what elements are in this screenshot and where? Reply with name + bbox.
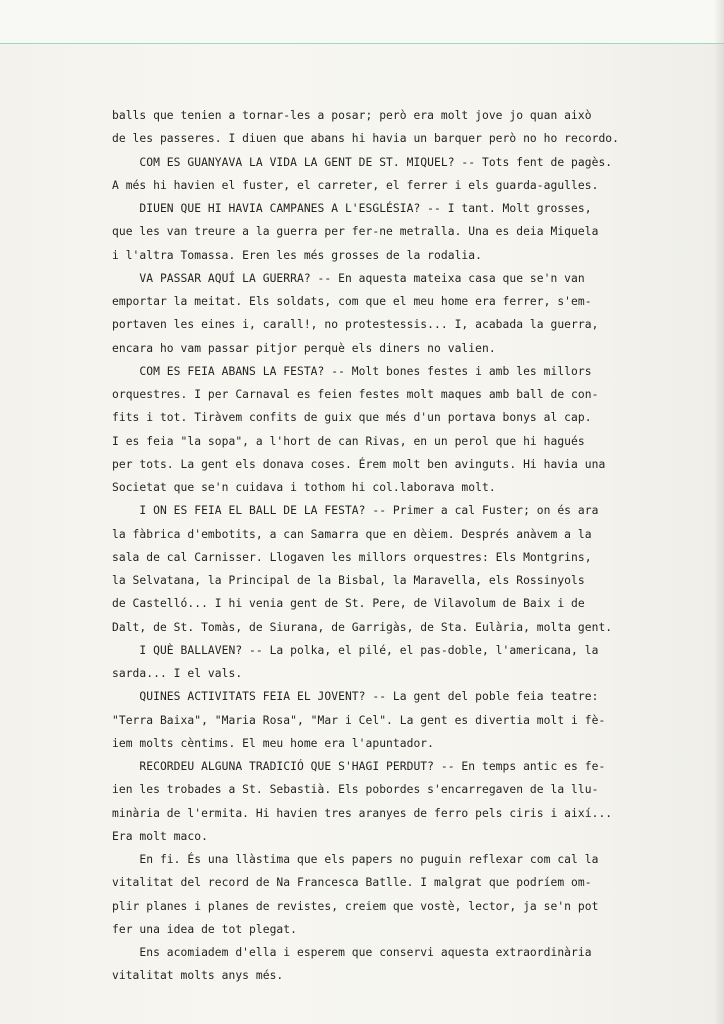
text-line: Societat que se'n cuidava i tothom hi col.laborava molt.: [112, 481, 496, 494]
text-line: orquestres. I per Carnaval es feien festes molt maques amb ball de con-: [112, 388, 599, 401]
text-line: portaven les eines i, carall!, no protestessis... I, acabada la guerra,: [112, 318, 599, 332]
page-right-shadow: [714, 0, 724, 1024]
text-line: plir planes i planes de revistes, creiem que vostè, lector, ja se'n pot: [112, 899, 599, 913]
text-line: Dalt, de St. Tomàs, de Siurana, de Garrigàs, de Sta. Eulària, molta gent.: [112, 620, 613, 634]
text-line: I es feia "la sopa", a l'hort de can Rivas, en un perol que hi hagués: [112, 434, 585, 448]
text-line: sarda... I el vals.: [112, 667, 243, 680]
text-line: encara ho vam passar pitjor perquè els diners no valien.: [112, 341, 496, 355]
text-line: I ON ES FEIA EL BALL DE LA FESTA? -- Primer a cal Fuster; on és ara: [112, 504, 599, 518]
text-line: vitalitat molts anys més.: [112, 969, 284, 983]
text-line: sala de cal Carnisser. Llogaven les millors orquestres: Els Montgrins,: [112, 550, 592, 564]
text-line: COM ES GUANYAVA LA VIDA LA GENT DE ST. MIQUEL? -- Tots fent de pagès.: [112, 155, 613, 169]
text-line: i l'altra Tomassa. Eren les més grosses de la rodalia.: [112, 248, 482, 262]
text-line: emportar la meitat. Els soldats, com que el meu home era ferrer, s'em-: [112, 295, 592, 308]
text-line: QUINES ACTIVITATS FEIA EL JOVENT? -- La gent del poble feia teatre:: [112, 690, 599, 704]
text-line: Ens acomiadem d'ella i esperem que conservi aquesta extraordinària: [112, 946, 592, 959]
text-line: A més hi havien el fuster, el carreter, el ferrer i els guarda-agulles.: [112, 178, 599, 192]
text-line: de Castelló... I hi venia gent de St. Pere, de Vilavolum de Baix i de: [112, 597, 585, 611]
text-line: minària de l'ermita. Hi havien tres aranyes de ferro pels ciris i així...: [112, 806, 613, 820]
text-line: vitalitat del record de Na Francesca Batlle. I malgrat que podríem om-: [112, 876, 592, 890]
text-line: la fàbrica d'embotits, a can Samarra que en dèiem. Després anàvem a la: [112, 527, 592, 541]
typewritten-text: [112, 104, 672, 988]
text-line: COM ES FEIA ABANS LA FESTA? -- Molt bones festes i amb les millors: [112, 364, 592, 378]
text-line: de les passeres. I diuen que abans hi havia un barquer però no ho recordo.: [112, 132, 619, 146]
text-line: En fi. És una llàstima que els papers no puguin reflexar com cal la: [112, 853, 599, 866]
text-line: Era molt maco.: [112, 829, 208, 843]
page-top-margin: [0, 0, 724, 44]
top-rule-line: [0, 43, 724, 44]
text-line: iem molts cèntims. El meu home era l'apuntador.: [112, 736, 435, 750]
text-line: per tots. La gent els donava coses. Érem molt ben avinguts. Hi havia una: [112, 457, 606, 471]
text-line: balls que tenien a tornar-les a posar; però era molt jove jo quan això: [112, 109, 592, 122]
text-line: que les van treure a la guerra per fer-ne metralla. Una es deia Miquela: [112, 225, 599, 239]
text-line: fits i tot. Tiràvem confits de guix que més d'un portava bonys al cap.: [112, 411, 592, 425]
text-line: la Selvatana, la Principal de la Bisbal, la Maravella, els Rossinyols: [112, 574, 585, 587]
text-line: I QUÈ BALLAVEN? -- La polka, el pilé, el pas-doble, l'americana, la: [112, 643, 599, 657]
text-line: "Terra Baixa", "Maria Rosa", "Mar i Cel". La gent es divertia molt i fè-: [112, 713, 606, 727]
text-line: RECORDEU ALGUNA TRADICIÓ QUE S'HAGI PERDUT? -- En temps antic es fe-: [112, 760, 606, 773]
text-line: ien les trobades a St. Sebastià. Els pobordes s'encarregaven de la llu-: [112, 783, 599, 797]
text-line: fer una idea de tot plegat.: [112, 922, 297, 936]
text-line: VA PASSAR AQUÍ LA GUERRA? -- En aquesta mateixa casa que se'n van: [112, 271, 585, 285]
text-line: DIUEN QUE HI HAVIA CAMPANES A L'ESGLÉSIA? -- I tant. Molt grosses,: [112, 202, 592, 215]
